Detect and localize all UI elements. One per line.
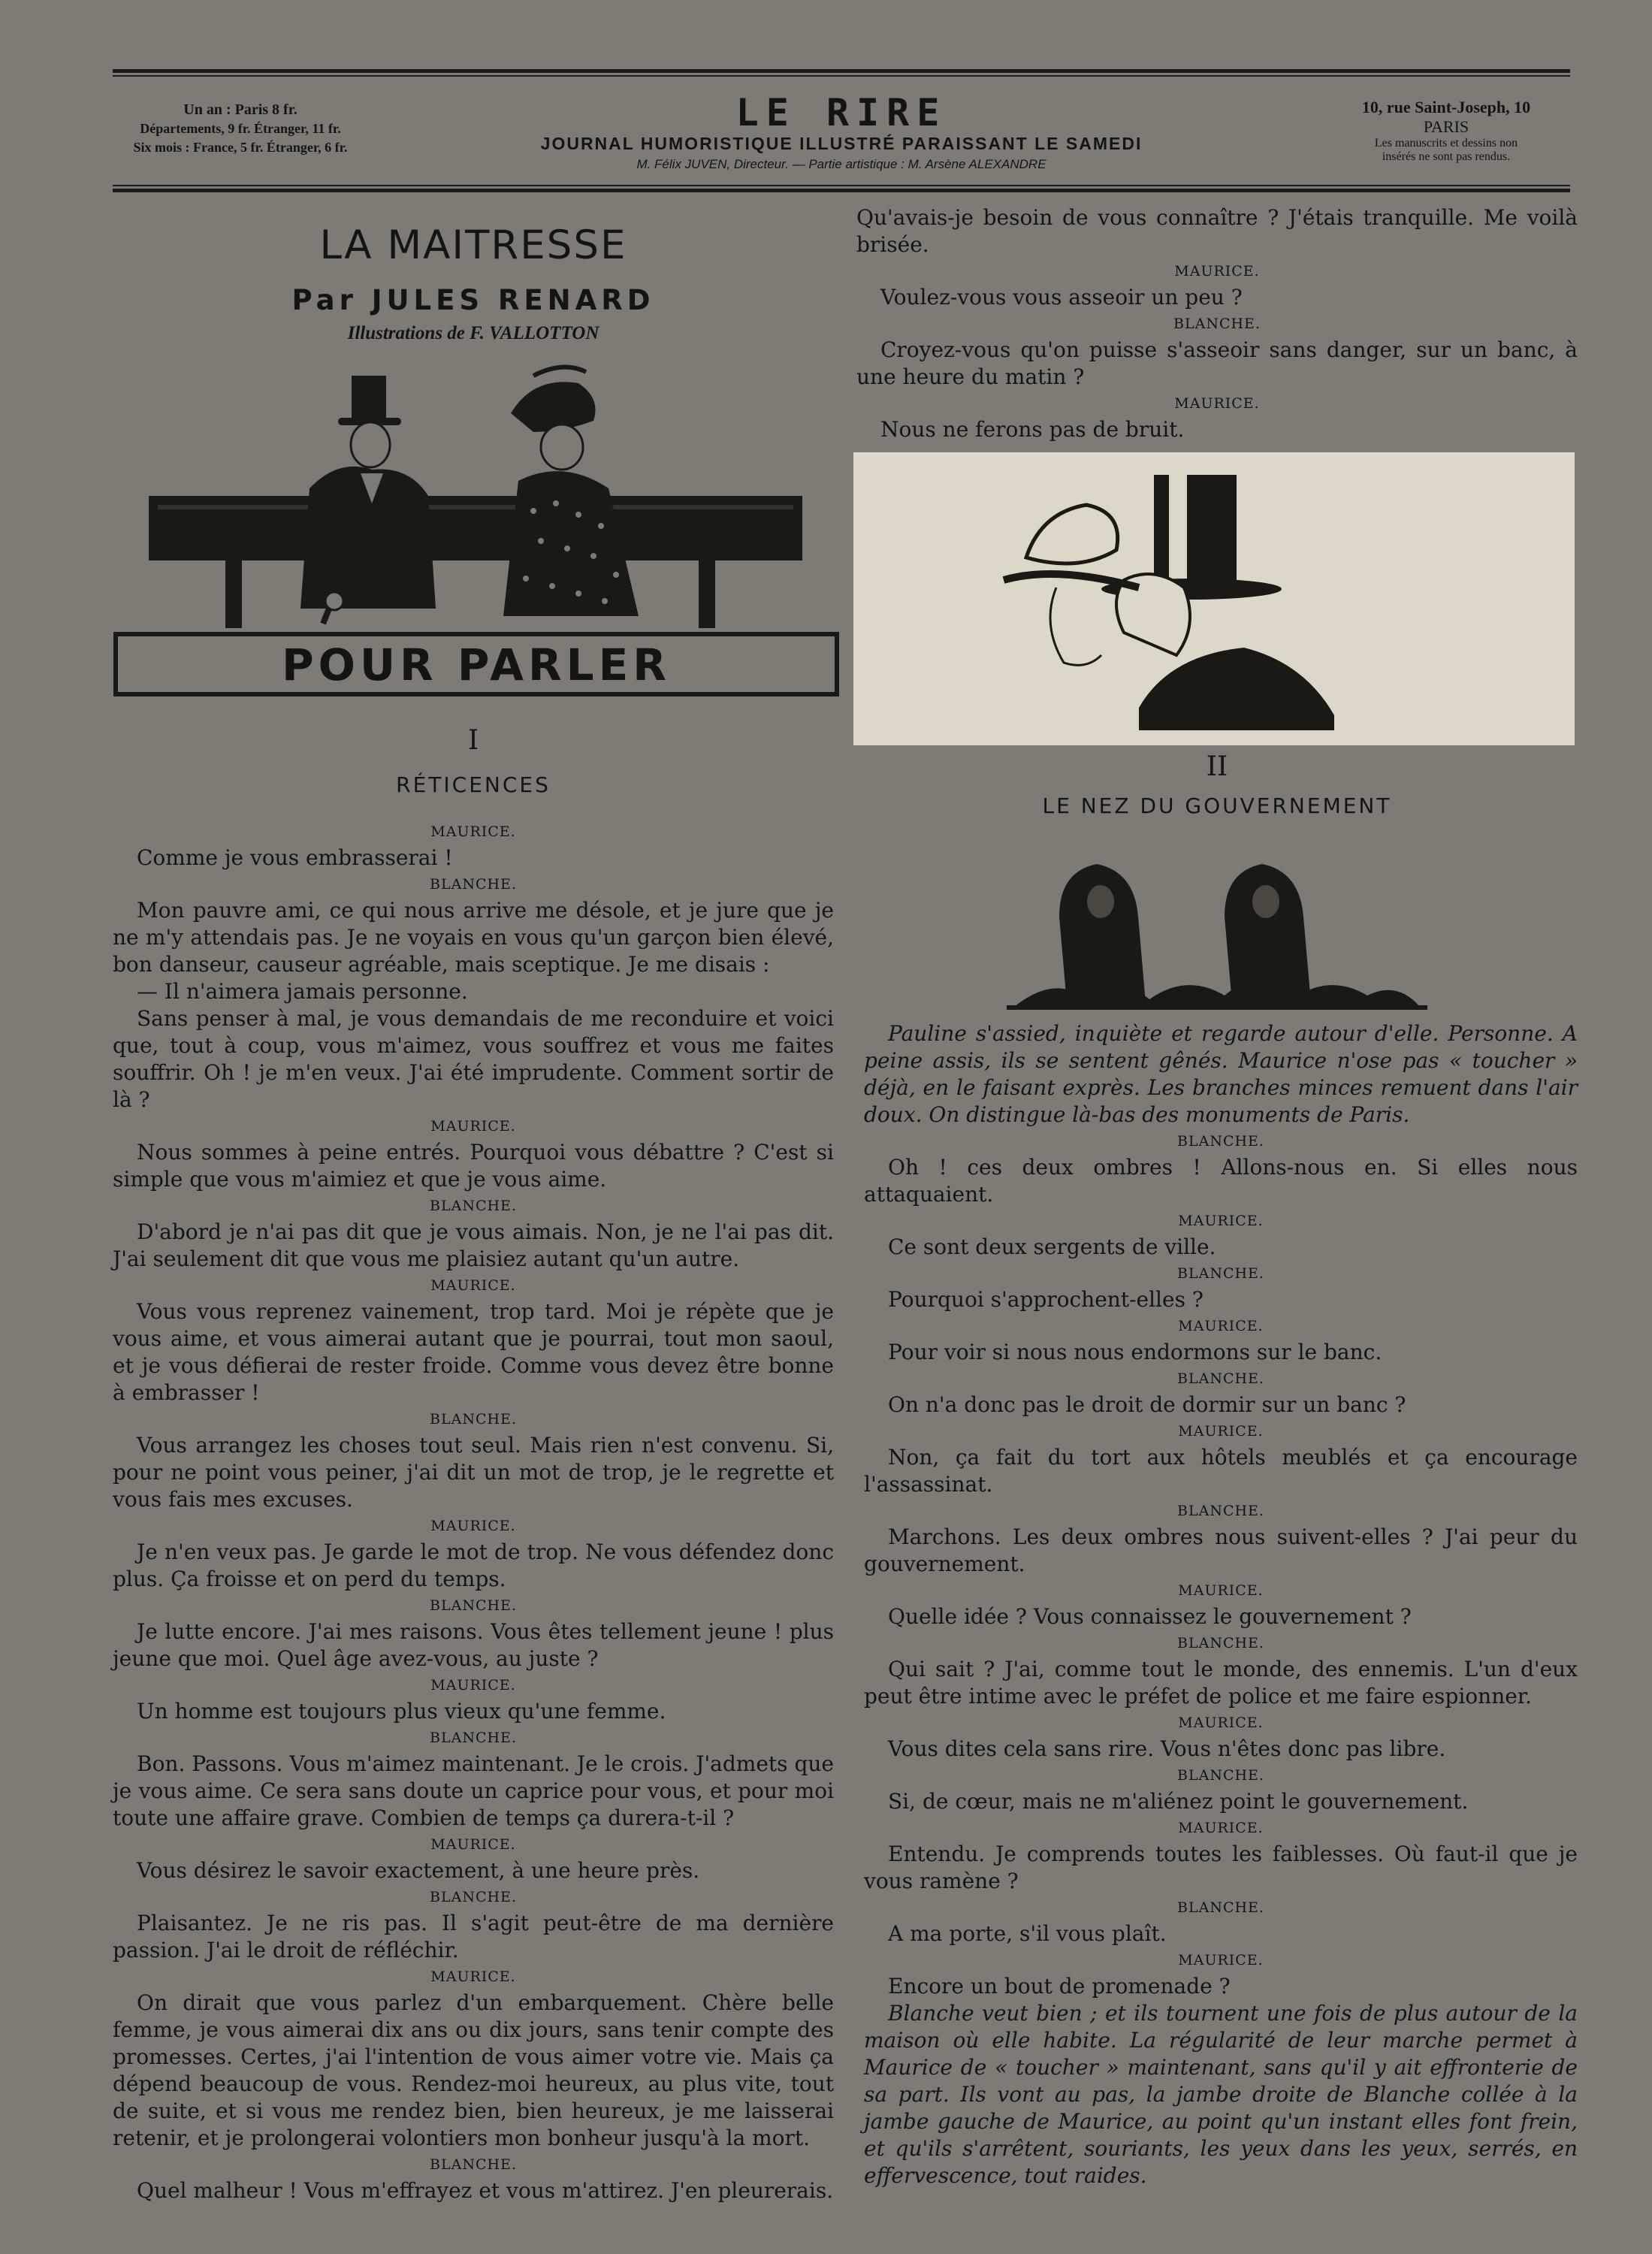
article-byline: Par JULES RENARD bbox=[291, 284, 655, 316]
journal-subtitle: JOURNAL HUMORISTIQUE ILLUSTRÉ PARAISSANT LE SAMEDI bbox=[540, 134, 1143, 153]
speaker-label: BLANCHE. bbox=[430, 1730, 517, 1746]
speaker-label: MAURICE. bbox=[1178, 1952, 1264, 1968]
manuscripts-notice-2: insérés ne sont pas rendus. bbox=[1382, 150, 1511, 163]
dialogue-line: Non, ça fait du tort aux hôtels meublés et ça encourage l'assassinat. bbox=[864, 1445, 1578, 1497]
speaker-label: BLANCHE. bbox=[430, 1597, 517, 1614]
speaker-label: MAURICE. bbox=[430, 1968, 516, 1985]
subscription-prices bbox=[113, 101, 368, 157]
dialogue-line: Marchons. Les deux ombres nous suivent-elles ? J'ai peur du gouvernement. bbox=[864, 1524, 1578, 1576]
dialogue-line: Plaisantez. Je ne ris pas. Il s'agit peut-être de ma dernière passion. J'ai le droit de réfléchir. bbox=[113, 1911, 834, 1962]
speaker-label: MAURICE. bbox=[1178, 1423, 1264, 1440]
dialogue-line: Vous vous reprenez vainement, trop tard. Moi je répète que je vous aime, et vous aimerai autant que je pourrai, tout mon saoul, et je vous défierai de rester froide. Comme vous devez être bonne à embrasser ! bbox=[113, 1299, 834, 1405]
speaker-label: MAURICE. bbox=[1178, 1213, 1264, 1229]
journal-title: LE RIRE bbox=[735, 91, 947, 134]
dialogue-line: Encore un bout de promenade ? bbox=[888, 1974, 1231, 1999]
speaker-label: MAURICE. bbox=[1178, 1318, 1264, 1334]
dialogue-line: Qu'avais-je besoin de vous connaître ? J'étais tranquille. Me voilà brisée. bbox=[856, 205, 1578, 257]
speaker-label: MAURICE. bbox=[1178, 1715, 1264, 1731]
subscription-line-2: Départements, 9 fr. Étranger, 11 fr. bbox=[140, 121, 341, 136]
dialogue-line: A ma porte, s'il vous plaît. bbox=[888, 1921, 1167, 1946]
section-1-number: I bbox=[467, 725, 479, 756]
dialogue-line: Vous arrangez les choses tout seul. Mais rien n'est convenu. Si, pour ne point vous peiner, j'ai dit un mot de trop, je le regrette et vous fais mes excuses. bbox=[113, 1433, 834, 1512]
speaker-label: MAURICE. bbox=[1178, 1820, 1264, 1836]
dialogue-line: Voulez-vous vous asseoir un peu ? bbox=[880, 285, 1243, 310]
stage-direction: Pauline s'assied, inquiète et regarde autour d'elle. Personne. A peine assis, ils se sentent gênés. Maurice n'ose pas « toucher » déjà, en le faisant exprès. Les branches minces remuent dans l'air doux. On distingue là-bas des monuments de Paris. bbox=[864, 1021, 1578, 1127]
dialogue-line: Entendu. Je comprends toutes les faiblesses. Où faut-il que je vous ramène ? bbox=[864, 1842, 1578, 1893]
dialogue-line: Oh ! ces deux ombres ! Allons-nous en. Si elles nous attaquaient. bbox=[864, 1155, 1578, 1207]
section-2-lines bbox=[864, 1129, 1578, 2000]
dialogue-line: On n'a donc pas le droit de dormir sur un banc ? bbox=[888, 1392, 1406, 1417]
section-2-number: II bbox=[1206, 751, 1228, 782]
speaker-label: MAURICE. bbox=[430, 1518, 516, 1534]
speaker-label: MAURICE. bbox=[1178, 1582, 1264, 1599]
article-title: LA MAITRESSE bbox=[319, 222, 627, 268]
dialogue-line: — Il n'aimera jamais personne. bbox=[137, 979, 468, 1004]
speaker-label: MAURICE. bbox=[430, 823, 516, 840]
closing-stage-direction: Blanche veut bien ; et ils tournent une fois de plus autour de la maison où elle habite. La régularité de leur marche permet à Maurice de « toucher » maintenant, sans qu'il y ait effronterie de sa part. Ils vont au pas, la jambe droite de Blanche collée à la jambe gauche de Maurice, au point qu'un instant elles font frein, et qu'ils s'arrêtent, souriants, les yeux dans les yeux, serrés, en effervescence, tout raides. bbox=[864, 2001, 1578, 2188]
masthead-top-rule-thin bbox=[113, 75, 1570, 77]
speaker-label: BLANCHE. bbox=[1177, 1133, 1264, 1150]
speaker-label: MAURICE. bbox=[1174, 395, 1260, 412]
dialogue-line: Pour voir si nous nous endormons sur le banc. bbox=[888, 1340, 1382, 1364]
speaker-label: MAURICE. bbox=[430, 1677, 516, 1694]
speaker-label: BLANCHE. bbox=[1177, 1265, 1264, 1282]
masthead-address bbox=[1307, 98, 1585, 164]
section-1-title: RÉTICENCES bbox=[396, 772, 551, 797]
dialogue-line: Quelle idée ? Vous connaissez le gouvernement ? bbox=[888, 1604, 1412, 1629]
speaker-label: BLANCHE. bbox=[430, 1889, 517, 1905]
dialogue-line: Vous désirez le savoir exactement, à une heure près. bbox=[137, 1858, 700, 1883]
speaker-label: BLANCHE. bbox=[1177, 1899, 1264, 1916]
bench-couple-illustration bbox=[113, 361, 841, 699]
speaker-label: BLANCHE. bbox=[430, 1411, 517, 1428]
dialogue-line: Nous ne ferons pas de bruit. bbox=[880, 417, 1185, 442]
dialogue-continued bbox=[856, 204, 1578, 443]
city: PARIS bbox=[1423, 117, 1469, 136]
dialogue-line: Nous sommes à peine entrés. Pourquoi vous débattre ? C'est si simple que vous m'aimiez et que je vous aime. bbox=[113, 1140, 834, 1192]
manuscripts-notice-1: Les manuscrits et dessins non bbox=[1374, 137, 1518, 150]
dialogue-line: Ce sont deux sergents de ville. bbox=[888, 1234, 1216, 1259]
subscription-line-3: Six mois : France, 5 fr. Étranger, 6 fr. bbox=[133, 140, 348, 155]
masthead-top-rule bbox=[113, 69, 1570, 73]
address: 10, rue Saint-Joseph, 10 bbox=[1361, 98, 1531, 116]
dialogue-line: On dirait que vous parlez d'un embarquement. Chère belle femme, je vous aimerai dix ans ou dix jours, sans tenir compte des promesses. Certes, j'ai l'intention de vous aimer votre vie. Mais ça dépend beaucoup de vous. Rendez-moi heureux, au plus vite, tout de suite, et si vous me rendez bien, bien heureux, je me laisserai retenir, et je prolongerai volontiers mon bonheur jusqu'à la mort. bbox=[113, 1990, 834, 2150]
dialogue-line: Sans penser à mal, je vous demandais de me reconduire et voici que, tout à coup, vous m'aimez, vous souffrez et vous me faites souffrir. Oh ! je m'en veux. J'ai été imprudente. Comment sortir de là ? bbox=[113, 1006, 834, 1112]
masthead-bottom-rule-thin bbox=[113, 185, 1570, 186]
speaker-label: MAURICE. bbox=[1174, 263, 1260, 279]
dialogue-line: Comme je vous embrasserai ! bbox=[137, 845, 453, 870]
dialogue-line: Vous dites cela sans rire. Vous n'êtes donc pas libre. bbox=[888, 1736, 1446, 1761]
dialogue-line: Croyez-vous qu'on puisse s'asseoir sans danger, sur un banc, à une heure du matin ? bbox=[856, 337, 1578, 389]
masthead-center bbox=[421, 93, 1262, 172]
dialogue-line: Quel malheur ! Vous m'effrayez et vous m'attirez. J'en pleurerais. bbox=[137, 2178, 834, 2203]
dialogue-line: Bon. Passons. Vous m'aimez maintenant. Je le crois. J'admets que je vous aime. Ce sera sans doute un caprice pour vous, et pour moi toute une affaire grave. Combien de temps ça durera-t-il ? bbox=[113, 1751, 834, 1830]
subscription-line-1: Un an : Paris 8 fr. bbox=[183, 101, 297, 118]
dialogue-line: Un homme est toujours plus vieux qu'une femme. bbox=[137, 1699, 666, 1724]
speaker-label: BLANCHE. bbox=[430, 1198, 517, 1214]
dialogue-line: Pourquoi s'approchent-elles ? bbox=[888, 1287, 1204, 1312]
section-2-dialogue bbox=[864, 1020, 1578, 2189]
dialogue-line: D'abord je n'ai pas dit que je vous aimais. Non, je ne l'ai pas dit. J'ai seulement dit que vous me plaisiez autant qu'un autre. bbox=[113, 1219, 834, 1271]
speaker-label: BLANCHE. bbox=[1177, 1370, 1264, 1387]
dialogue-line: Je n'en veux pas. Je garde le mot de trop. Ne vous défendez donc plus. Ça froisse et on perd du temps. bbox=[113, 1539, 834, 1591]
speaker-label: BLANCHE. bbox=[430, 876, 517, 893]
dialogue-line: Si, de cœur, mais ne m'aliénez point le gouvernement. bbox=[888, 1789, 1469, 1814]
dialogue-line: Mon pauvre ami, ce qui nous arrive me désole, et je jure que je ne m'y attendais pas. Je ne voyais en vous qu'un garçon bien élevé, bon danseur, causeur agréable, mais sceptique. Je me disais : bbox=[113, 898, 834, 977]
dialogue-line: Je lutte encore. J'ai mes raisons. Vous êtes tellement jeune ! plus jeune que moi. Quel âge avez-vous, au juste ? bbox=[113, 1619, 834, 1671]
speaker-label: BLANCHE. bbox=[430, 2156, 517, 2173]
dialogue-line: Qui sait ? J'ai, comme tout le monde, des ennemis. L'un d'eux peut être intime avec le préfet de police et me faire espionner. bbox=[864, 1657, 1578, 1709]
speaker-label: MAURICE. bbox=[430, 1118, 516, 1135]
section-1-dialogue bbox=[113, 819, 834, 2204]
speaker-label: BLANCHE. bbox=[1177, 1635, 1264, 1651]
section-2-title: LE NEZ DU GOUVERNEMENT bbox=[1042, 793, 1392, 818]
speaker-label: BLANCHE. bbox=[1173, 316, 1261, 332]
banner-text: POUR PARLER bbox=[282, 639, 671, 690]
two-shadows-illustration bbox=[1007, 841, 1427, 1014]
couple-profile-illustration bbox=[853, 452, 1575, 745]
speaker-label: MAURICE. bbox=[430, 1836, 516, 1853]
speaker-label: BLANCHE. bbox=[1177, 1503, 1264, 1519]
speaker-label: MAURICE. bbox=[430, 1277, 516, 1294]
masthead-bottom-rule bbox=[113, 189, 1570, 192]
illustrations-credit: Illustrations de F. VALLOTTON bbox=[347, 323, 599, 343]
journal-direction: M. Félix JUVEN, Directeur. — Partie artistique : M. Arsène ALEXANDRE bbox=[636, 157, 1046, 171]
speaker-label: BLANCHE. bbox=[1177, 1767, 1264, 1784]
